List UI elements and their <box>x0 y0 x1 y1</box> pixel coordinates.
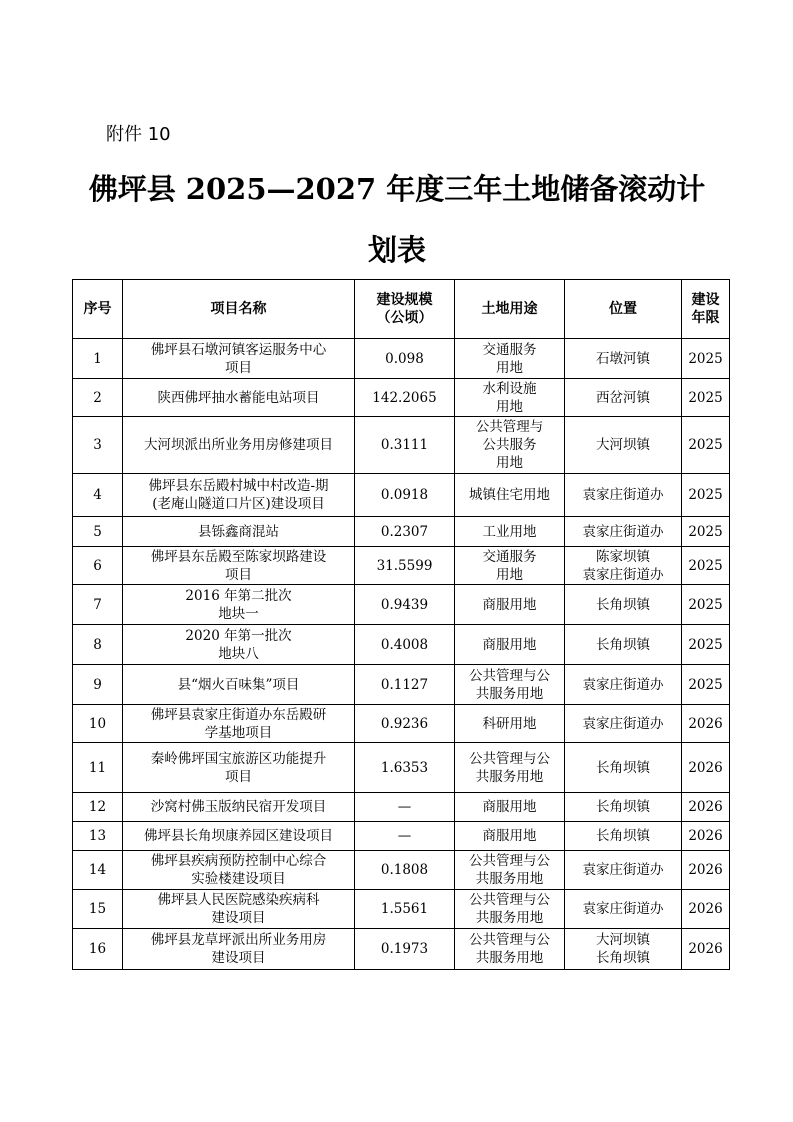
cell-land-use: 公共管理与公 共服务用地 <box>455 851 565 890</box>
table-row <box>73 822 730 851</box>
cell-project-name: 沙窝村佛玉版纳民宿开发项目 <box>123 793 355 822</box>
table-row <box>73 339 730 379</box>
cell-project-name: 佛坪县人民医院感染疾病科 建设项目 <box>123 890 355 929</box>
cell-year: 2025 <box>682 417 730 474</box>
cell-scale: 0.1973 <box>355 929 455 970</box>
cell-location: 长角坝镇 <box>565 625 682 665</box>
cell-land-use: 城镇住宅用地 <box>455 474 565 517</box>
cell-scale: 0.0918 <box>355 474 455 517</box>
cell-no: 6 <box>73 547 123 585</box>
cell-location: 袁家庄街道办 <box>565 705 682 743</box>
cell-year: 2026 <box>682 929 730 970</box>
table-row <box>73 474 730 517</box>
header-scale: 建设规模 （公顷） <box>355 280 455 339</box>
table-row <box>73 793 730 822</box>
cell-no: 4 <box>73 474 123 517</box>
cell-scale: 0.1808 <box>355 851 455 890</box>
cell-location: 石墩河镇 <box>565 339 682 379</box>
cell-no: 8 <box>73 625 123 665</box>
table-row <box>73 743 730 793</box>
cell-project-name: 2020 年第一批次 地块八 <box>123 625 355 665</box>
cell-land-use: 商服用地 <box>455 585 565 625</box>
cell-no: 7 <box>73 585 123 625</box>
cell-scale: — <box>355 822 455 851</box>
cell-scale: 31.5599 <box>355 547 455 585</box>
header-no: 序号 <box>73 280 123 339</box>
cell-year: 2026 <box>682 743 730 793</box>
cell-project-name: 佛坪县长角坝康养园区建设项目 <box>123 822 355 851</box>
cell-year: 2025 <box>682 625 730 665</box>
cell-land-use: 交通服务 用地 <box>455 547 565 585</box>
cell-land-use: 水利设施 用地 <box>455 379 565 417</box>
cell-project-name: 陕西佛坪抽水蓄能电站项目 <box>123 379 355 417</box>
page-title-continued: 划表 <box>367 233 426 267</box>
header-land-use: 土地用途 <box>455 280 565 339</box>
cell-year: 2025 <box>682 379 730 417</box>
cell-year: 2025 <box>682 665 730 705</box>
cell-project-name: 佛坪县疾病预防控制中心综合 实验楼建设项目 <box>123 851 355 890</box>
cell-no: 13 <box>73 822 123 851</box>
cell-scale: 0.1127 <box>355 665 455 705</box>
cell-scale: 0.9236 <box>355 705 455 743</box>
cell-land-use: 公共管理与公 共服务用地 <box>455 743 565 793</box>
cell-year: 2026 <box>682 890 730 929</box>
table-row <box>73 417 730 474</box>
cell-scale: 0.098 <box>355 339 455 379</box>
table-row <box>73 585 730 625</box>
cell-project-name: 佛坪县石墩河镇客运服务中心 项目 <box>123 339 355 379</box>
table-row <box>73 929 730 970</box>
cell-year: 2026 <box>682 851 730 890</box>
cell-no: 9 <box>73 665 123 705</box>
cell-no: 3 <box>73 417 123 474</box>
land-reserve-table <box>72 279 730 970</box>
cell-location: 大河坝镇 长角坝镇 <box>565 929 682 970</box>
cell-location: 西岔河镇 <box>565 379 682 417</box>
cell-year: 2025 <box>682 339 730 379</box>
cell-year: 2026 <box>682 793 730 822</box>
cell-no: 5 <box>73 517 123 547</box>
table-row <box>73 379 730 417</box>
cell-location: 大河坝镇 <box>565 417 682 474</box>
cell-year: 2026 <box>682 705 730 743</box>
cell-location: 陈家坝镇 袁家庄街道办 <box>565 547 682 585</box>
attachment-label: 附件 10 <box>106 124 171 145</box>
cell-no: 2 <box>73 379 123 417</box>
table-row <box>73 890 730 929</box>
cell-location: 长角坝镇 <box>565 743 682 793</box>
cell-land-use: 科研用地 <box>455 705 565 743</box>
header-year: 建设 年限 <box>682 280 730 339</box>
cell-year: 2025 <box>682 517 730 547</box>
cell-land-use: 商服用地 <box>455 793 565 822</box>
cell-year: 2025 <box>682 547 730 585</box>
cell-no: 15 <box>73 890 123 929</box>
cell-land-use: 公共管理与 公共服务 用地 <box>455 417 565 474</box>
cell-project-name: 县“烟火百味集”项目 <box>123 665 355 705</box>
cell-scale: 1.6353 <box>355 743 455 793</box>
table-row <box>73 625 730 665</box>
cell-year: 2026 <box>682 822 730 851</box>
cell-scale: 142.2065 <box>355 379 455 417</box>
table-row <box>73 547 730 585</box>
cell-project-name: 佛坪县袁家庄街道办东岳殿研 学基地项目 <box>123 705 355 743</box>
table-row <box>73 517 730 547</box>
cell-year: 2025 <box>682 585 730 625</box>
cell-location: 袁家庄街道办 <box>565 517 682 547</box>
page-title: 佛坪县 2025—2027 年度三年土地储备滚动计 <box>88 172 706 206</box>
cell-land-use: 商服用地 <box>455 625 565 665</box>
table-row <box>73 851 730 890</box>
cell-scale: 0.2307 <box>355 517 455 547</box>
cell-location: 长角坝镇 <box>565 585 682 625</box>
table-row <box>73 705 730 743</box>
cell-scale: 0.3111 <box>355 417 455 474</box>
header-location: 位置 <box>565 280 682 339</box>
header-project-name: 项目名称 <box>123 280 355 339</box>
cell-land-use: 公共管理与公 共服务用地 <box>455 890 565 929</box>
cell-location: 长角坝镇 <box>565 822 682 851</box>
cell-location: 袁家庄街道办 <box>565 851 682 890</box>
cell-no: 1 <box>73 339 123 379</box>
cell-project-name: 秦岭佛坪国宝旅游区功能提升 项目 <box>123 743 355 793</box>
cell-year: 2025 <box>682 474 730 517</box>
cell-project-name: 县铄鑫商混站 <box>123 517 355 547</box>
cell-no: 14 <box>73 851 123 890</box>
cell-land-use: 工业用地 <box>455 517 565 547</box>
cell-location: 长角坝镇 <box>565 793 682 822</box>
cell-location: 袁家庄街道办 <box>565 474 682 517</box>
cell-no: 12 <box>73 793 123 822</box>
cell-scale: 1.5561 <box>355 890 455 929</box>
cell-no: 10 <box>73 705 123 743</box>
cell-land-use: 公共管理与公 共服务用地 <box>455 929 565 970</box>
cell-land-use: 公共管理与公 共服务用地 <box>455 665 565 705</box>
cell-location: 袁家庄街道办 <box>565 665 682 705</box>
cell-project-name: 佛坪县东岳殿至陈家坝路建设 项目 <box>123 547 355 585</box>
cell-scale: 0.4008 <box>355 625 455 665</box>
cell-scale: 0.9439 <box>355 585 455 625</box>
cell-project-name: 佛坪县龙草坪派出所业务用房 建设项目 <box>123 929 355 970</box>
cell-project-name: 佛坪县东岳殿村城中村改造-期 (老庵山隧道口片区)建设项目 <box>123 474 355 517</box>
table-row <box>73 665 730 705</box>
cell-scale: — <box>355 793 455 822</box>
cell-no: 11 <box>73 743 123 793</box>
cell-no: 16 <box>73 929 123 970</box>
cell-project-name: 2016 年第二批次 地块一 <box>123 585 355 625</box>
cell-land-use: 商服用地 <box>455 822 565 851</box>
cell-land-use: 交通服务 用地 <box>455 339 565 379</box>
cell-location: 袁家庄街道办 <box>565 890 682 929</box>
table-header-row <box>73 280 730 339</box>
cell-project-name: 大河坝派出所业务用房修建项目 <box>123 417 355 474</box>
